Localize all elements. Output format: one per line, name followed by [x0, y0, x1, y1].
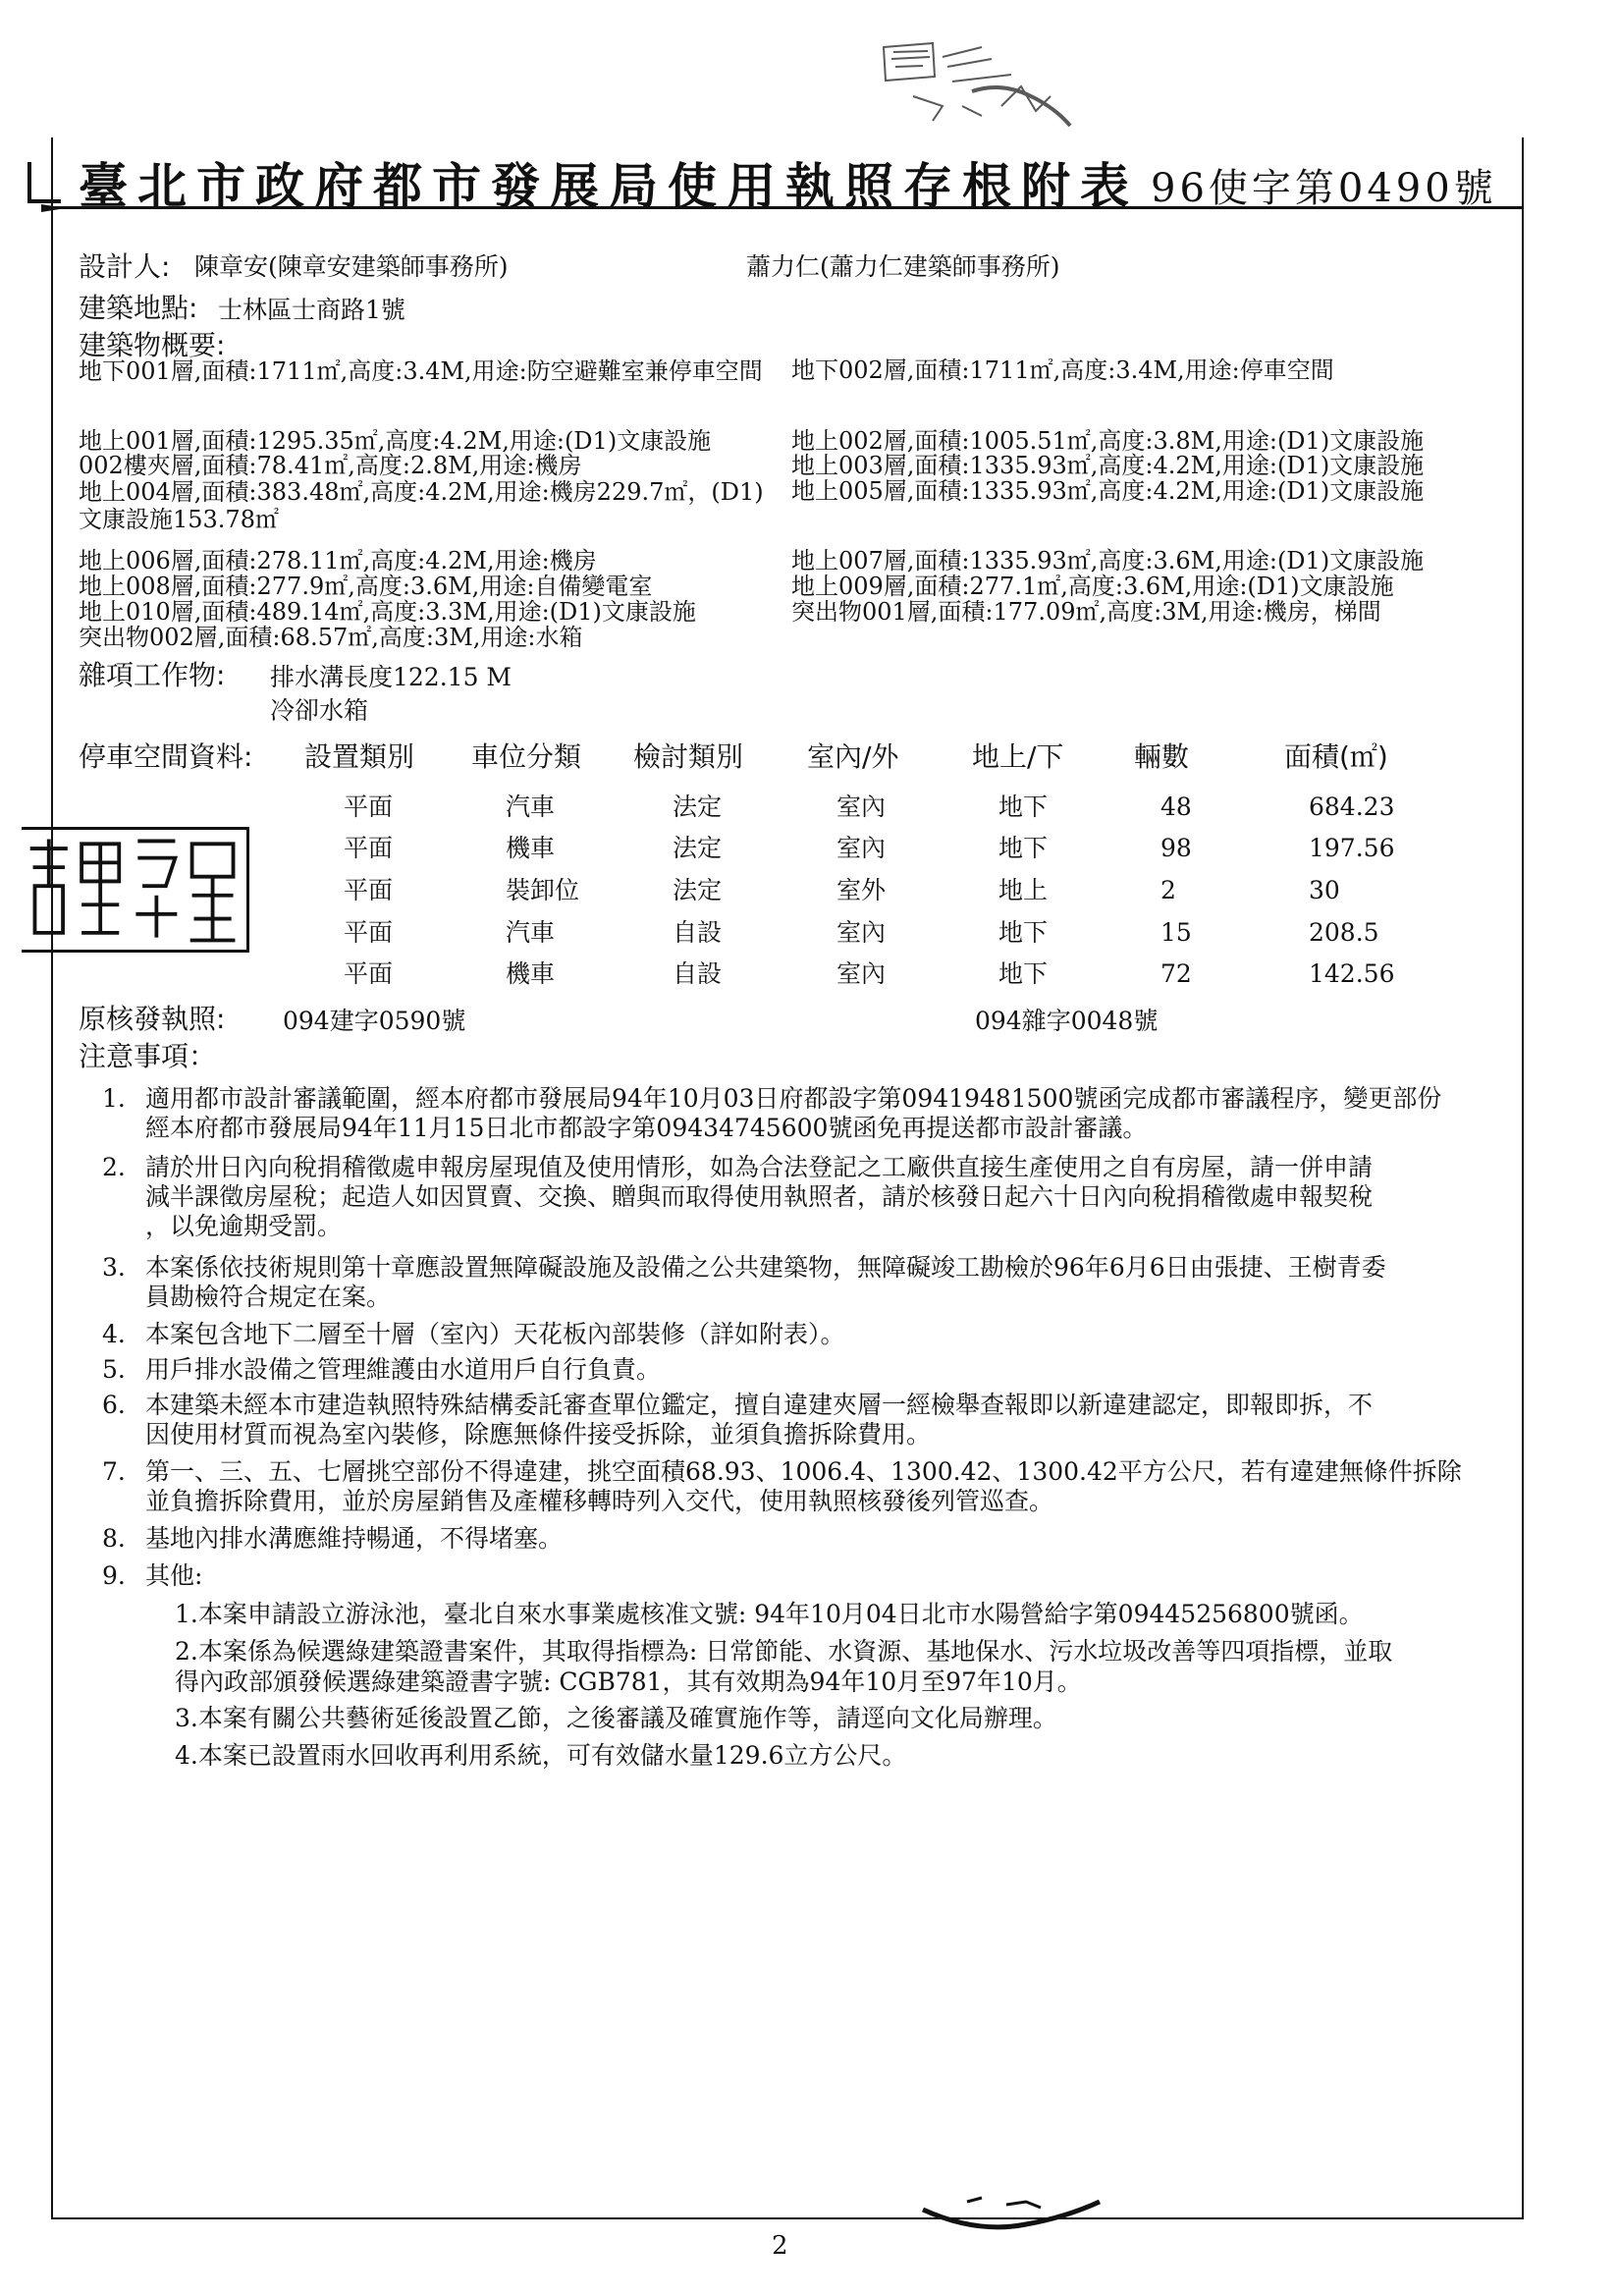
- table-cell: 地下: [998, 918, 1049, 947]
- overview-line-right: 地上009層,面積:277.1㎡,高度:3.6M,用途:(D1)文康設施: [791, 573, 1394, 600]
- notes-label: 注意事項：: [79, 1040, 217, 1072]
- parking-header: 檢討類別: [633, 740, 744, 773]
- list-item: [102, 1457, 1462, 1516]
- table-cell: 室內: [836, 918, 887, 947]
- overview-line-right: 突出物001層,面積:177.09㎡,高度:3M,用途:機房，梯間: [791, 598, 1381, 626]
- list-item: [102, 1355, 662, 1385]
- note-line: 適用都市設計審議範圍，經本府都市發展局94年10月03日府都設字第09419481500號函完成都市審議程序，變更部份: [145, 1084, 1442, 1113]
- table-cell: 208.5: [1309, 918, 1379, 947]
- table-cell: 裝卸位: [506, 876, 580, 904]
- note-line: 經本府都市發展局94年11月15日北市都設字第09434745600號函免再提送都市設計審議。: [145, 1114, 1148, 1142]
- seal-stamp-icon: [22, 827, 249, 953]
- note-line: 得內政部頒發候選綠建築證書字號: CGB781，其有效期為94年10月至97年10月。: [175, 1667, 1082, 1696]
- table-cell: 自設: [673, 918, 723, 947]
- overview-line-left: 002樓夾層,面積:78.41㎡,高度:2.8M,用途:機房: [79, 452, 582, 479]
- designer-1: 陳章安(陳章安建築師事務所): [194, 252, 509, 281]
- note-number: 1.: [102, 1084, 126, 1113]
- original-permit-value: 094雜字0048號: [975, 1007, 1159, 1035]
- note-number: 7.: [102, 1457, 126, 1486]
- table-cell: 15: [1160, 918, 1192, 947]
- site-label: 建築地點:: [79, 292, 198, 324]
- overview-line-left: 地上010層,面積:489.14㎡,高度:3.3M,用途:(D1)文康設施: [79, 598, 696, 626]
- list-item: [175, 1599, 1364, 1629]
- table-cell: 室內: [836, 793, 887, 821]
- table-cell: 地下: [998, 834, 1049, 862]
- note-line: ，以免逾期受罰。: [145, 1212, 343, 1240]
- note-number: 3.: [102, 1253, 126, 1282]
- table-cell: 142.56: [1309, 959, 1395, 988]
- misc-item: 排水溝長度122.15 M: [270, 663, 512, 691]
- permit-number: 96使字第0490號: [1151, 166, 1497, 211]
- official-stamp-icon: [874, 37, 1080, 136]
- table-cell: 平面: [344, 918, 394, 947]
- note-line: 4.本案已設置雨水回收再利用系統，可有效儲水量129.6立方公尺。: [175, 1741, 907, 1770]
- parking-label: 停車空間資料:: [79, 740, 253, 773]
- parking-header: 地上/下: [972, 740, 1064, 773]
- original-permit-value: 094建字0590號: [283, 1007, 466, 1035]
- list-item: [175, 1636, 1392, 1697]
- note-line: 減半課徵房屋稅；起造人如因買賣、交換、贈與而取得使用執照者，請於核發日起六十日內向稅捐稽徵處申報契稅: [145, 1182, 1374, 1211]
- note-line: 用戶排水設備之管理維護由水道用戶自行負責。: [145, 1355, 662, 1384]
- note-number: 4.: [102, 1320, 126, 1348]
- list-item: [102, 1391, 1374, 1449]
- list-item: [102, 1253, 1386, 1312]
- overview-line-left: 地上008層,面積:277.9㎡,高度:3.6M,用途:自備變電室: [79, 573, 653, 600]
- parking-header: 面積(㎡): [1284, 740, 1388, 773]
- list-item: [175, 1703, 1057, 1733]
- overview-line-left: 地下001層,面積:1711㎡,高度:3.4M,用途:防空避難室兼停車空間: [79, 357, 763, 385]
- table-cell: 地上: [998, 876, 1049, 904]
- designer-label: 設計人:: [79, 250, 171, 283]
- table-cell: 地下: [998, 959, 1049, 988]
- list-item: [102, 1320, 845, 1349]
- table-cell: 平面: [344, 876, 394, 904]
- note-line: 並負擔拆除費用，並於房屋銷售及產權移轉時列入交代，使用執照核發後列管巡查。: [145, 1487, 1054, 1515]
- note-line: 2.本案係為候選綠建築證書案件，其取得指標為: 日常節能、水資源、基地保水、污水垃圾改善等四項指標，並取: [175, 1637, 1393, 1666]
- note-line: 員勘檢符合規定在案。: [145, 1283, 392, 1311]
- note-number: 9.: [102, 1561, 126, 1590]
- scan-mark-icon: [918, 2190, 1105, 2239]
- note-line: 本案包含地下二層至十層（室內）天花板內部裝修（詳如附表）。: [145, 1320, 845, 1348]
- original-permit-label: 原核發執照:: [79, 1003, 226, 1035]
- overview-line-right: 地上003層,面積:1335.93㎡,高度:4.2M,用途:(D1)文康設施: [791, 452, 1425, 479]
- note-line: 第一、三、五、七層挑空部份不得違建，挑空面積68.93、1006.4、1300.42、1300.42平方公尺，若有違建無條件拆除: [145, 1457, 1462, 1486]
- note-line: 本建築未經本市建造執照特殊結構委託審查單位鑑定，擅自違建夾層一經檢舉查報即以新違建認定，即報即拆，不: [145, 1391, 1374, 1419]
- page-title: 臺北市政府都市發展局使用執照存根附表: [79, 157, 1139, 215]
- list-item: [102, 1153, 1374, 1241]
- table-cell: 室內: [836, 834, 887, 862]
- page-number: 2: [772, 2231, 788, 2261]
- table-cell: 自設: [673, 959, 723, 988]
- list-item: [102, 1561, 203, 1591]
- misc-item: 冷卻水箱: [270, 696, 369, 725]
- note-number: 2.: [102, 1153, 126, 1181]
- note-line: 3.本案有關公共藝術延後設置乙節，之後審議及確實施作等，請逕向文化局辦理。: [175, 1704, 1057, 1732]
- parking-header: 車位分類: [471, 740, 582, 773]
- parking-header: 室內/外: [807, 740, 899, 773]
- list-item: [102, 1524, 564, 1554]
- designer-2: 蕭力仁(蕭力仁建築師事務所): [746, 252, 1060, 281]
- table-cell: 室內: [836, 959, 887, 988]
- overview-label: 建築物概要:: [79, 329, 226, 361]
- list-item: [175, 1740, 906, 1771]
- table-cell: 機車: [506, 834, 556, 862]
- table-cell: 197.56: [1309, 834, 1395, 862]
- table-cell: 法定: [673, 793, 723, 821]
- table-cell: 48: [1160, 793, 1192, 821]
- note-line: 請於卅日內向稅捐稽徵處申報房屋現值及使用情形，如為合法登記之工廠供直接生產使用之自有房屋，請一併申請: [145, 1153, 1374, 1181]
- overview-line-left: 地上004層,面積:383.48㎡,高度:4.2M,用途:機房229.7㎡，(D1)文康設施153.78㎡: [79, 478, 764, 533]
- note-line: 本案係依技術規則第十章應設置無障礙設施及設備之公共建築物，無障礙竣工勘檢於96年6月6日由張捷、王樹青委: [145, 1253, 1386, 1282]
- list-item: [102, 1084, 1442, 1143]
- table-cell: 法定: [673, 834, 723, 862]
- note-number: 8.: [102, 1524, 126, 1553]
- parking-header: 輛數: [1134, 740, 1190, 773]
- parking-header: 設置類別: [304, 740, 415, 773]
- table-cell: 機車: [506, 959, 556, 988]
- table-cell: 平面: [344, 793, 394, 821]
- table-cell: 72: [1160, 959, 1192, 988]
- overview-line-right: 地上002層,面積:1005.51㎡,高度:3.8M,用途:(D1)文康設施: [791, 427, 1425, 455]
- table-cell: 室外: [836, 876, 887, 904]
- table-cell: 平面: [344, 834, 394, 862]
- note-line: 因使用材質而視為室內裝修，除應無條件接受拆除，並須負擔拆除費用。: [145, 1420, 932, 1449]
- table-cell: 汽車: [506, 793, 556, 821]
- note-line: 1.本案申請設立游泳池，臺北自來水事業處核准文號: 94年10月04日北市水陽營給字第09445256800號函。: [175, 1600, 1364, 1628]
- table-cell: 30: [1309, 876, 1340, 904]
- table-cell: 平面: [344, 959, 394, 988]
- site-value: 士林區士商路1號: [218, 296, 405, 324]
- table-cell: 684.23: [1309, 793, 1395, 821]
- note-number: 6.: [102, 1391, 126, 1419]
- table-cell: 法定: [673, 876, 723, 904]
- overview-line-right: 地上005層,面積:1335.93㎡,高度:4.2M,用途:(D1)文康設施: [791, 477, 1425, 505]
- overview-line-right: 地下002層,面積:1711㎡,高度:3.4M,用途:停車空間: [791, 356, 1334, 384]
- overview-line-left: 突出物002層,面積:68.57㎡,高度:3M,用途:水箱: [79, 624, 583, 651]
- overview-line-left: 地上001層,面積:1295.35㎡,高度:4.2M,用途:(D1)文康設施: [79, 427, 712, 455]
- table-cell: 2: [1160, 876, 1176, 904]
- note-line: 其他:: [145, 1561, 203, 1590]
- table-cell: 汽車: [506, 918, 556, 947]
- misc-label: 雜項工作物:: [79, 659, 226, 691]
- note-line: 基地內排水溝應維持暢通，不得堵塞。: [145, 1524, 564, 1553]
- note-number: 5.: [102, 1355, 126, 1384]
- overview-line-left: 地上006層,面積:278.11㎡,高度:4.2M,用途:機房: [79, 547, 597, 574]
- table-cell: 地下: [998, 793, 1049, 821]
- table-cell: 98: [1160, 834, 1192, 862]
- overview-line-right: 地上007層,面積:1335.93㎡,高度:3.6M,用途:(D1)文康設施: [791, 547, 1425, 574]
